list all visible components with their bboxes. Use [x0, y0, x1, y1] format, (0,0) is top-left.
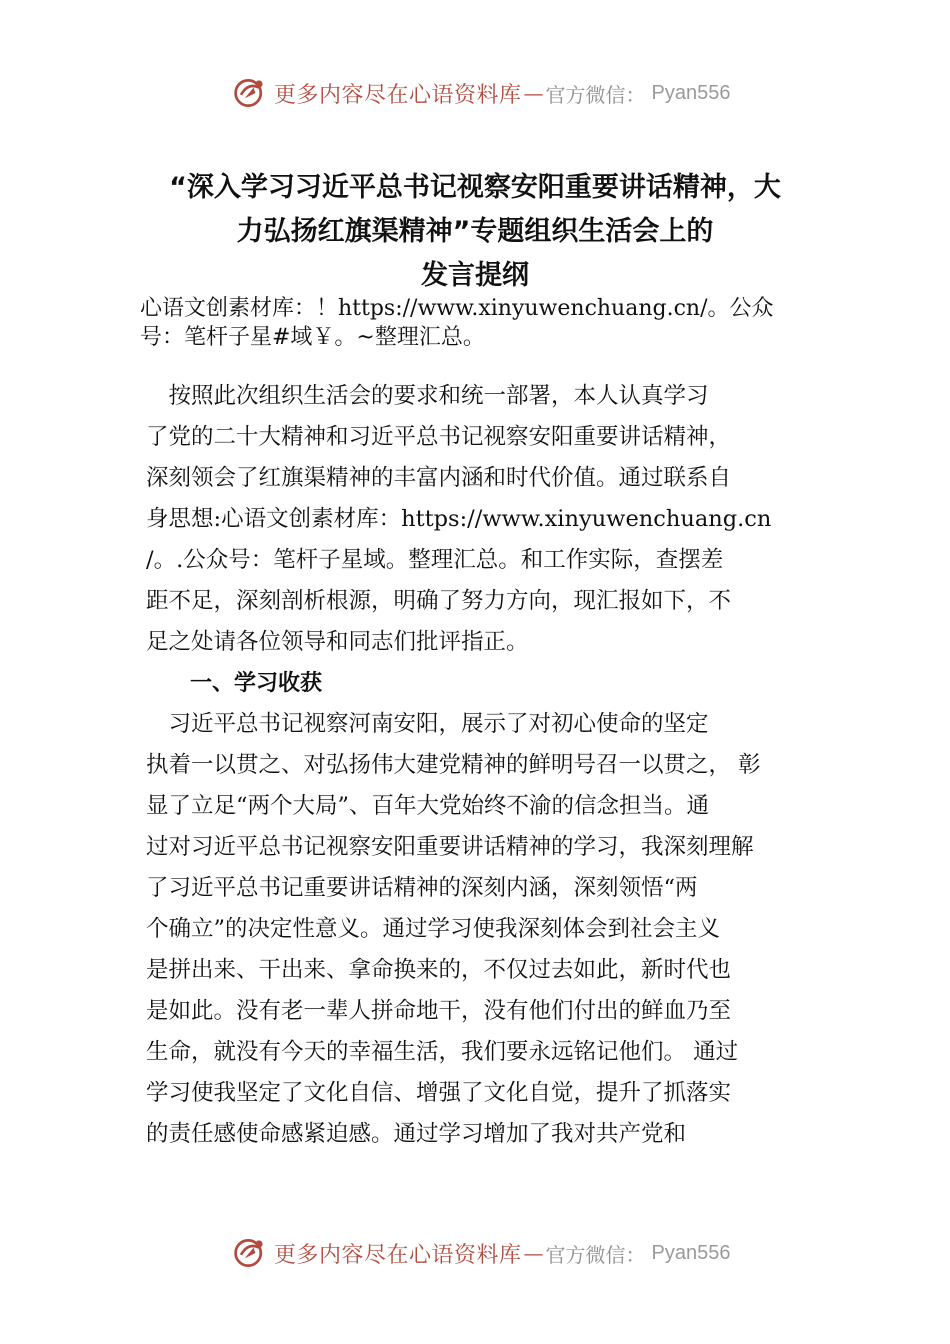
body-line: 身思想:心语文创素材库：https://www.xinyuwenchuang.cn	[146, 506, 772, 532]
body-line: 是拼出来、干出来、拿命换来的，不仅过去如此，新时代也	[146, 957, 732, 983]
banner-wechat-label: 官方微信：	[545, 82, 646, 107]
body-line: /。.公众号：笔杆子星域。整理汇总。和工作实际，查摆差	[146, 547, 724, 573]
banner-separator: —	[523, 81, 544, 105]
body-line: 是如此。没有老一辈人拼命地干，没有他们付出的鲜血乃至	[146, 998, 732, 1024]
body-line: 了习近平总书记重要讲话精神的深刻内涵，深刻领悟“两	[146, 875, 698, 901]
banner-wechat-id: Pyan556	[651, 81, 731, 104]
document-body	[146, 376, 836, 1155]
xinyu-logo-icon	[232, 75, 268, 111]
title-line: 力弘扬红旗渠精神”专题组织生活会上的	[236, 216, 714, 247]
body-line: 习近平总书记视察河南安阳，展示了对初心使命的坚定	[146, 711, 709, 737]
source-line: 心语文创素材库：！https://www.xinyuwenchuang.cn/。公众	[140, 296, 774, 321]
source-line: 号：笔杆子星#域￥。~整理汇总。	[140, 325, 485, 350]
title-line: 发言提纲	[421, 260, 529, 291]
body-line: 的责任感使命感紧迫感。通过学习增加了我对共产党和	[146, 1121, 687, 1147]
xinyu-logo-icon	[232, 1235, 268, 1271]
body-line: 显了立足“两个大局”、百年大党始终不渝的信念担当。通	[146, 793, 710, 819]
footer-banner	[232, 1233, 730, 1273]
body-line: 生命，就没有今天的幸福生活，我们要永远铭记他们。 通过	[146, 1039, 739, 1065]
source-note	[140, 294, 830, 352]
body-line: 个确立”的决定性意义。通过学习使我深刻体会到社会主义	[146, 916, 721, 942]
section-heading: 一、学习收获	[146, 671, 323, 696]
body-line: 深刻领会了红旗渠精神的丰富内涵和时代价值。通过联系自	[146, 465, 732, 491]
banner-wechat-id: Pyan556	[651, 1241, 731, 1264]
banner-brand-text: 更多内容尽在心语资料库	[274, 82, 522, 108]
header-banner	[232, 73, 730, 113]
banner-separator: —	[523, 1241, 544, 1265]
body-line: 过对习近平总书记视察安阳重要讲话精神的学习，我深刻理解	[146, 834, 754, 860]
body-line: 了党的二十大精神和习近平总书记视察安阳重要讲话精神，	[146, 424, 732, 450]
banner-brand-text: 更多内容尽在心语资料库	[274, 1242, 522, 1268]
body-line: 按照此次组织生活会的要求和统一部署，本人认真学习	[146, 383, 709, 409]
body-line: 执着一以贯之、对弘扬伟大建党精神的鲜明号召一以贯之， 彰	[146, 752, 761, 778]
body-line: 足之处请各位领导和同志们批评指正。	[146, 629, 529, 655]
title-line: “深入学习习近平总书记视察安阳重要讲话精神，大	[169, 172, 781, 203]
body-line: 距不足，深刻剖析根源，明确了努力方向，现汇报如下，不	[146, 588, 732, 614]
body-line: 学习使我坚定了文化自信、增强了文化自觉，提升了抓落实	[146, 1080, 732, 1106]
document-title	[120, 166, 830, 298]
banner-wechat-label: 官方微信：	[545, 1242, 646, 1267]
